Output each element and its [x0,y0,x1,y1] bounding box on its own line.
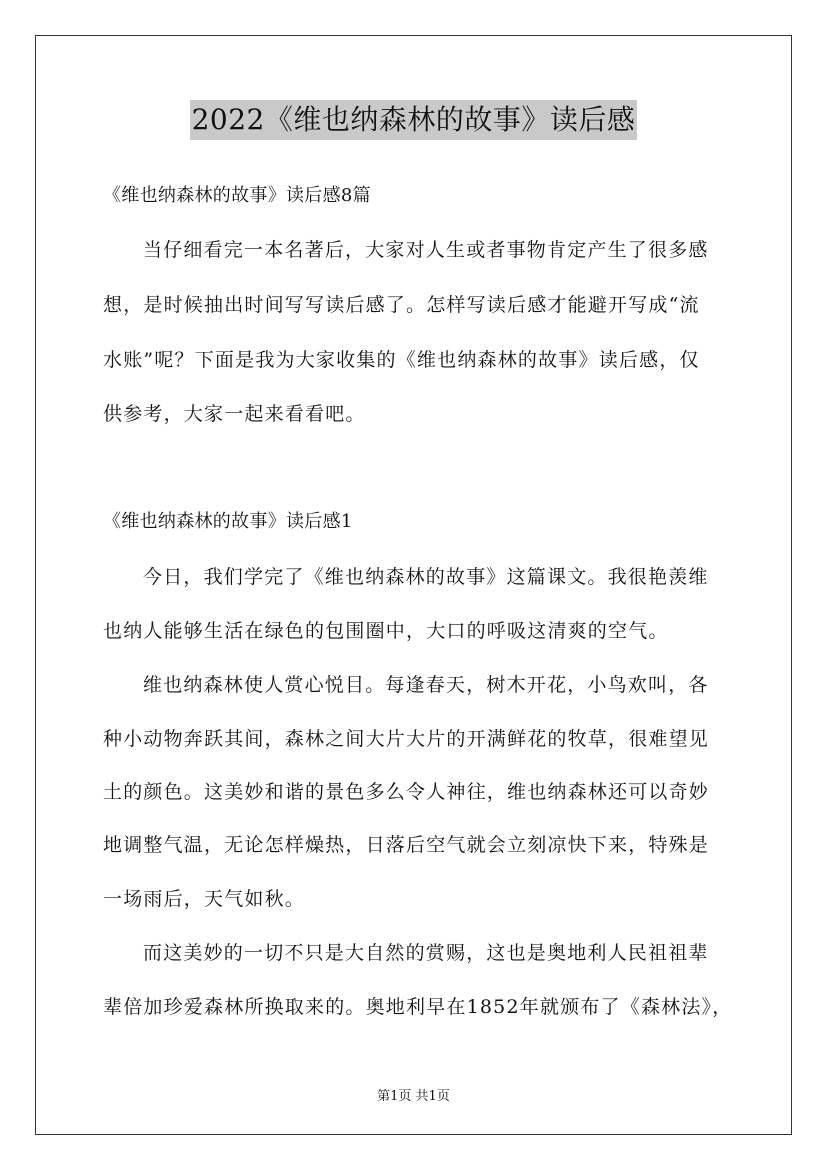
document-subtitle: 《维也纳森林的故事》读后感8篇 [103,185,371,206]
section-heading: 《维也纳森林的故事》读后感1 [103,511,353,532]
document-title-wrap [0,100,827,140]
paragraph-line: 今日，我们学完了《维也纳森林的故事》这篇课文。我很艳羡维 [143,566,709,588]
paragraph-line: 而这美妙的一切不只是大自然的赏赐，这也是奥地利人民祖祖辈 [143,942,709,964]
paragraph-line: 种小动物奔跃其间，森林之间大片大片的开满鲜花的牧草，很难望见 [103,728,710,750]
paragraph-line: 地调整气温，无论怎样燥热，日落后空气就会立刻凉快下来，特殊是 [103,834,710,856]
intro-line: 当仔细看完一本名著后，大家对人生或者事物肯定产生了很多感 [143,239,709,261]
paragraph-line: 土的颜色。这美妙和谐的景色多么令人神往，维也纳森林还可以奇妙 [103,781,710,803]
paragraph-line: 也纳人能够生活在绿色的包围圈中，大口的呼吸这清爽的空气。 [103,620,669,642]
paragraph-line: 一场雨后，天气如秋。 [103,888,306,910]
intro-line: 水账”呢？下面是我为大家收集的《维也纳森林的故事》读后感，仅 [103,349,700,371]
intro-line: 想，是时候抽出时间写写读后感了。怎样写读后感才能避开写成“流 [103,294,700,316]
document-title: 2022《维也纳森林的故事》读后感 [190,100,638,140]
paragraph-line: 辈倍加珍爱森林所换取来的。奥地利早在1852年就颁布了《森林法》， [103,996,733,1018]
page-number-footer: 第1页 共1页 [377,1089,450,1104]
paragraph-line: 维也纳森林使人赏心悦目。每逢春天，树木开花，小鸟欢叫，各 [143,674,709,696]
intro-line: 供参考，大家一起来看看吧。 [103,403,366,425]
